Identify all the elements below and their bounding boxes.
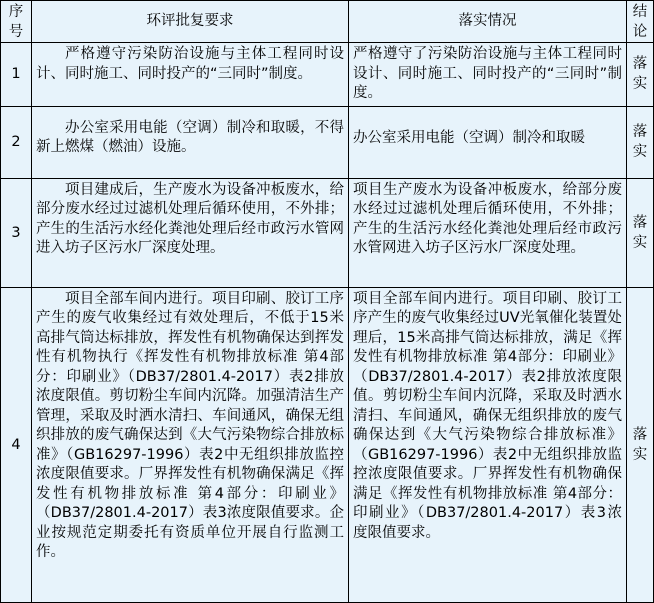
table-header-row — [1, 1, 654, 43]
row-conclusion: 落实 — [627, 287, 654, 602]
row-requirement: 严格遵守污染防治设施与主体工程同时设计、同时施工、同时投产的“三同时”制度。 — [32, 43, 349, 107]
row-requirement: 办公室采用电能（空调）制冷和取暖，不得新上燃煤（燃油）设施。 — [32, 106, 349, 178]
header-requirement: 环评批复要求 — [32, 1, 349, 43]
header-conclusion: 结论 — [627, 1, 654, 43]
table-row — [1, 287, 654, 602]
row-no: 4 — [1, 287, 32, 602]
row-implementation: 办公室采用电能（空调）制冷和取暖 — [349, 106, 627, 178]
row-conclusion: 落实 — [627, 106, 654, 178]
row-implementation: 严格遵守了污染防治设施与主体工程同时设计、同时施工、同时投产的“三同时”制度。 — [349, 43, 627, 107]
header-implementation: 落实情况 — [349, 1, 627, 43]
row-no: 1 — [1, 43, 32, 107]
table-row — [1, 106, 654, 178]
row-conclusion: 落实 — [627, 43, 654, 107]
row-conclusion: 落实 — [627, 178, 654, 287]
row-no: 2 — [1, 106, 32, 178]
table-row — [1, 43, 654, 107]
header-no: 序号 — [1, 1, 32, 43]
row-no: 3 — [1, 178, 32, 287]
row-implementation: 项目生产废水为设备冲板废水，给部分废水经过过滤机处理后循环使用，不外排；产生的生活污水经化粪池处理后经市政污水管网进入坊子区污水厂深度处理。 — [349, 178, 627, 287]
table-row — [1, 178, 654, 287]
row-requirement: 项目建成后，生产废水为设备冲板废水，给部分废水经过过滤机处理后循环使用，不外排；产生的生活污水经化粪池处理后经市政污水管网进入坊子区污水厂深度处理。 — [32, 178, 349, 287]
row-implementation: 项目全部车间内进行。项目印刷、胶订工序产生的废气收集经过UV光氧催化装置处理后，15米高排气筒达标排放，满足《挥发性有机物排放标准 第4部分：印刷业》（DB37/2801.4-2017）表2排放浓度限值。剪切粉尘车间内沉降，采取及时洒水清扫、车间通风，确保无组织排放的废气确保达到《大气污染物综合排放标准》（GB16297-1996）表2中无组织排放监控浓度限值要求。厂界挥发性有机物确保满足《挥发性有机物排放标准 第4部分：印刷业》（DB37/2801.4-2017）表3浓度限值要求。 — [349, 287, 627, 602]
row-requirement: 项目全部车间内进行。项目印刷、胶订工序产生的废气收集经过有效处理后，不低于15米高排气筒达标排放，挥发性有机物确保达到挥发性有机物执行《挥发性有机物排放标准 第4部分：印刷业》（DB37/2801.4-2017）表2排放浓度限值。剪切粉尘车间内沉降。加强清洁生产管理，采取及时洒水清扫、车间通风，确保无组织排放的废气确保达到《大气污染物综合排放标准》（GB16297-1996）表2中无组织排放监控浓度限值要求。厂界挥发性有机物确保满足《挥发性有机物排放标准 第4部分：印刷业》（DB37/2801.4-2017）表3浓度限值要求。企业按规范定期委托有资质单位开展自行监测工作。 — [32, 287, 349, 602]
